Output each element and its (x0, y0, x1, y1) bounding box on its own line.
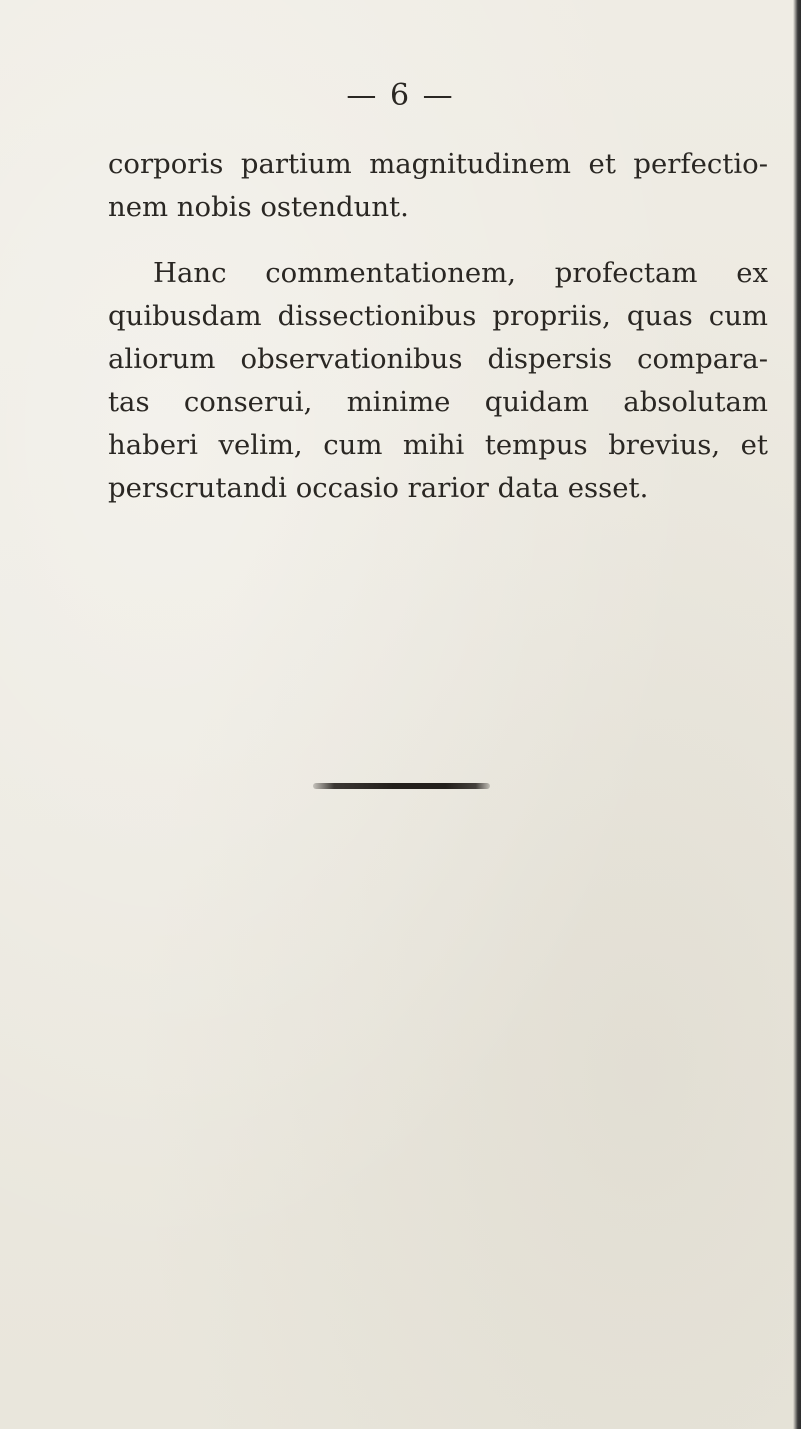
text-line: corporis partium magnitudinem et perfectio- (108, 148, 768, 180)
text-line: perscrutandi occasio rarior data esset. (108, 472, 649, 504)
text-line: tas conserui, minime quidam absolutam (108, 386, 768, 418)
text-line: haberi velim, cum mihi tempus brevius, et (108, 429, 768, 461)
page-edge-shadow (793, 0, 801, 1429)
page-number: — 6 — (346, 78, 455, 113)
text-line: Hanc commentationem, profectam ex (153, 257, 768, 289)
text-line: nem nobis ostendunt. (108, 191, 409, 223)
paragraph-break (108, 229, 768, 252)
text-line: aliorum observationibus dispersis compara- (108, 343, 768, 375)
ornament-rule (313, 783, 490, 789)
body-text (108, 143, 768, 510)
text-line: quibusdam dissectionibus propriis, quas cum (108, 300, 768, 332)
